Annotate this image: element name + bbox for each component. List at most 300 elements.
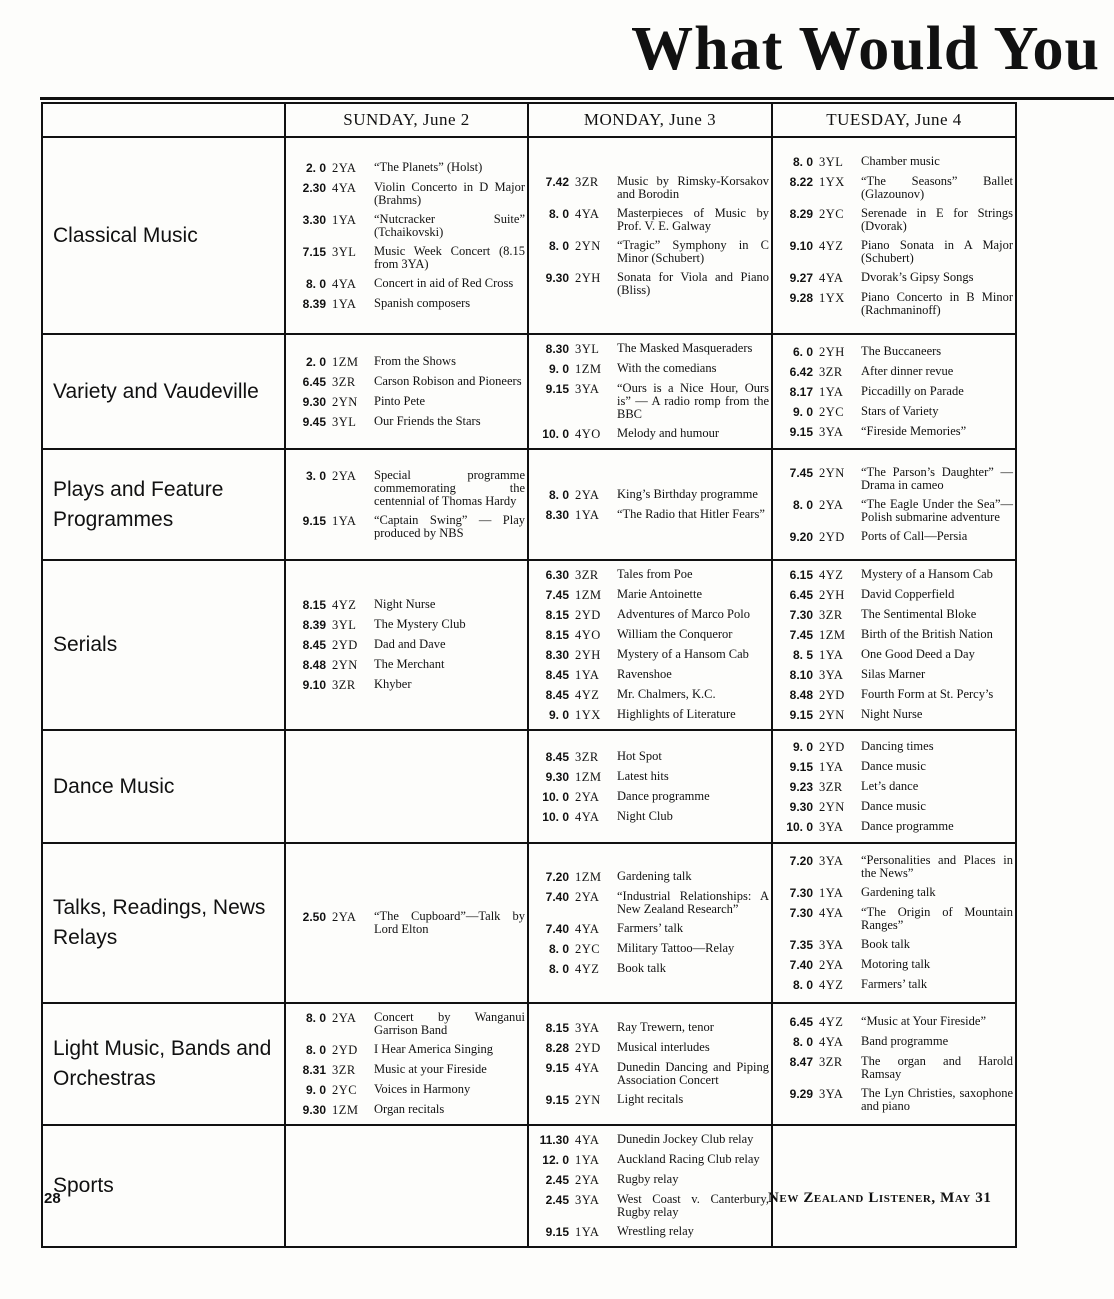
day-cell xyxy=(772,560,1016,730)
day-cell xyxy=(285,843,528,1003)
day-cell xyxy=(772,137,1016,334)
day-header-row xyxy=(42,103,1016,137)
program-title: Dance music xyxy=(861,798,926,813)
program-entry xyxy=(290,469,525,508)
program-entry xyxy=(533,588,769,602)
program-time: 8.15 xyxy=(302,598,326,612)
program-title: Band programme xyxy=(861,1034,949,1048)
program-title: Dance music xyxy=(861,758,926,773)
station-code: 2YD xyxy=(575,608,601,622)
program-title: “Captain Swing” — Play produced by NBS xyxy=(374,513,525,540)
program-title: “The Origin of Mountain Ranges” xyxy=(861,905,1013,932)
program-title: Night Nurse xyxy=(861,707,923,721)
station-code: 3ZR xyxy=(332,1063,356,1077)
program-title: Dance programme xyxy=(861,818,954,833)
program-time: 9.15 xyxy=(545,1093,569,1107)
program-time: 10. 0 xyxy=(542,789,569,804)
program-title: Light recitals xyxy=(617,1092,684,1106)
program-time: 9.45 xyxy=(302,414,326,429)
program-title: “Personalities and Places in the News” xyxy=(861,853,1013,880)
program-time: 8.39 xyxy=(302,296,326,311)
program-time: 8.31 xyxy=(302,1063,326,1077)
category-row xyxy=(42,1125,1016,1247)
program-entry xyxy=(533,870,769,884)
program-time: 9.10 xyxy=(302,678,326,692)
program-title: Night Club xyxy=(617,808,673,823)
station-code: 4YZ xyxy=(575,962,600,976)
program-time: 2.30 xyxy=(302,180,326,195)
program-time: 8. 0 xyxy=(548,206,569,221)
program-time: 8.10 xyxy=(789,668,813,682)
program-entry xyxy=(533,362,769,376)
program-entry xyxy=(290,415,525,429)
program-time: 8. 0 xyxy=(548,942,569,956)
day-cell xyxy=(772,730,1016,843)
program-title: Adventures of Marco Polo xyxy=(617,607,750,621)
program-entry xyxy=(533,488,769,502)
program-list xyxy=(533,867,769,979)
station-code: 3ZR xyxy=(575,174,599,189)
program-list xyxy=(533,172,769,300)
program-entry xyxy=(290,910,525,936)
day-cell xyxy=(772,843,1016,1003)
program-entry xyxy=(533,1093,769,1107)
program-time: 6. 0 xyxy=(792,344,813,359)
program-time: 6.45 xyxy=(302,374,326,389)
day-cell xyxy=(772,1003,1016,1125)
station-code: 4YA xyxy=(575,1133,600,1147)
program-list xyxy=(290,466,525,543)
station-code: 1YA xyxy=(332,514,357,528)
program-entry xyxy=(777,648,1013,662)
program-title: “Fireside Memories” xyxy=(861,423,967,438)
program-entry xyxy=(777,1015,1013,1029)
category-row xyxy=(42,137,1016,334)
station-code: 3ZR xyxy=(819,608,843,622)
program-time: 9.28 xyxy=(789,290,813,305)
station-code: 2YN xyxy=(575,1093,601,1107)
program-entry xyxy=(533,1193,769,1219)
program-time: 6.15 xyxy=(789,568,813,582)
station-code: 4YA xyxy=(332,180,357,195)
station-code: 3YA xyxy=(575,1193,600,1207)
program-time: 10. 0 xyxy=(542,809,569,824)
category-label: Light Music, Bands and Orchestras xyxy=(42,1003,285,1125)
program-entry xyxy=(290,598,525,612)
program-time: 8.30 xyxy=(545,342,569,356)
program-list xyxy=(290,595,525,695)
program-entry xyxy=(777,780,1013,794)
program-time: 8.48 xyxy=(302,658,326,672)
program-time: 9.27 xyxy=(789,270,813,285)
station-code: 2YC xyxy=(575,942,601,956)
day-cell xyxy=(285,1125,528,1247)
program-entry xyxy=(533,175,769,201)
program-title: David Copperfield xyxy=(861,587,955,601)
program-time: 2.45 xyxy=(545,1173,569,1187)
program-entry xyxy=(777,155,1013,169)
station-code: 3ZR xyxy=(819,779,843,794)
station-code: 2YH xyxy=(575,270,601,285)
program-time: 7.20 xyxy=(789,854,813,868)
program-entry xyxy=(533,648,769,662)
program-entry xyxy=(777,530,1013,544)
program-title: Birth of the British Nation xyxy=(861,627,993,641)
station-code: 3YL xyxy=(332,414,357,429)
program-time: 6.42 xyxy=(789,364,813,379)
program-entry xyxy=(290,395,525,409)
program-time: 7.40 xyxy=(545,922,569,936)
day-cell xyxy=(528,449,772,560)
category-label: Serials xyxy=(42,560,285,730)
day-cell xyxy=(285,334,528,449)
program-entry xyxy=(290,1103,525,1117)
program-entry xyxy=(533,382,769,421)
program-entry xyxy=(533,708,769,722)
program-entry xyxy=(533,668,769,682)
program-title: “The Radio that Hitler Fears” xyxy=(617,506,765,521)
program-time: 7.45 xyxy=(789,465,813,480)
program-title: Mystery of a Hansom Cab xyxy=(617,647,749,661)
program-time: 8.30 xyxy=(545,507,569,522)
program-time: 9.15 xyxy=(545,1225,569,1239)
program-title: Rugby relay xyxy=(617,1172,679,1186)
program-entry xyxy=(290,1011,525,1037)
program-time: 9.30 xyxy=(545,769,569,784)
program-title: “The Seasons” Ballet (Glazounov) xyxy=(861,173,1013,201)
station-code: 2YA xyxy=(819,497,844,512)
program-time: 8.30 xyxy=(545,648,569,662)
program-title: King’s Birthday programme xyxy=(617,486,758,501)
program-list xyxy=(533,565,769,725)
station-code: 1YA xyxy=(332,296,357,311)
program-time: 9.10 xyxy=(789,238,813,253)
program-time: 11.30 xyxy=(539,1133,569,1147)
program-time: 8.48 xyxy=(789,688,813,702)
program-time: 9.30 xyxy=(302,394,326,409)
program-title: Piccadilly on Parade xyxy=(861,383,964,398)
program-title: Piano Sonata in A Major (Schubert) xyxy=(861,237,1013,265)
station-code: 3YA xyxy=(819,819,844,834)
program-title: Special programme commemorating the centennial of Thomas Hardy xyxy=(374,468,525,508)
station-code: 2YH xyxy=(575,648,601,662)
program-title: “The Cupboard”—Talk by Lord Elton xyxy=(374,909,525,936)
program-time: 9.20 xyxy=(789,529,813,544)
program-time: 10. 0 xyxy=(786,819,813,834)
category-label: Sports xyxy=(42,1125,285,1247)
program-title: Ports of Call—Persia xyxy=(861,528,968,543)
category-row xyxy=(42,560,1016,730)
day-header-monday: MONDAY, June 3 xyxy=(528,103,772,137)
station-code: 1YA xyxy=(575,1153,600,1167)
program-time: 9.30 xyxy=(302,1103,326,1117)
program-entry xyxy=(290,181,525,207)
program-entry xyxy=(290,678,525,692)
program-title: West Coast v. Canterbury, Rugby relay xyxy=(617,1192,769,1219)
station-code: 2YC xyxy=(819,404,845,419)
day-cell xyxy=(528,843,772,1003)
program-list xyxy=(533,1018,769,1110)
station-code: 3ZR xyxy=(332,374,356,389)
program-entry xyxy=(290,638,525,652)
program-entry xyxy=(777,466,1013,492)
program-entry xyxy=(290,514,525,540)
program-title: Dad and Dave xyxy=(374,637,446,651)
page-number: 28 xyxy=(44,1190,61,1207)
station-code: 1YA xyxy=(819,648,844,662)
program-time: 7.45 xyxy=(789,628,813,642)
program-time: 7.40 xyxy=(545,890,569,904)
station-code: 2YA xyxy=(332,1011,357,1025)
station-code: 1ZM xyxy=(575,870,602,884)
program-title: “Industrial Relationships: A New Zealand Research” xyxy=(617,889,769,916)
program-entry xyxy=(533,342,769,356)
program-title: Motoring talk xyxy=(861,957,931,971)
station-code: 2YA xyxy=(575,487,600,502)
station-code: 4YA xyxy=(575,206,600,221)
station-code: 2YA xyxy=(332,160,357,175)
program-entry xyxy=(290,1083,525,1097)
station-code: 2YA xyxy=(575,1173,600,1187)
program-list xyxy=(777,1012,1013,1116)
station-code: 1YA xyxy=(575,1225,600,1239)
program-list xyxy=(533,1130,769,1242)
program-list xyxy=(533,485,769,525)
program-title: Masterpieces of Music by Prof. V. E. Galway xyxy=(617,205,769,233)
program-title: Stars of Variety xyxy=(861,403,939,418)
station-code: 4YZ xyxy=(332,598,357,612)
corner-cell xyxy=(42,103,285,137)
program-title: Music by Rimsky-Korsakov and Borodin xyxy=(617,173,769,201)
program-time: 7.20 xyxy=(545,870,569,884)
program-title: Farmers’ talk xyxy=(861,977,928,991)
station-code: 1YX xyxy=(819,290,845,305)
program-time: 8.29 xyxy=(789,206,813,221)
program-entry xyxy=(533,942,769,956)
station-code: 3YL xyxy=(332,618,357,632)
program-entry xyxy=(777,498,1013,524)
program-time: 7.30 xyxy=(789,608,813,622)
program-entry xyxy=(290,355,525,369)
program-entry xyxy=(777,958,1013,972)
category-label: Dance Music xyxy=(42,730,285,843)
station-code: 2YN xyxy=(332,658,358,672)
program-title: Music Week Concert (8.15 from 3YA) xyxy=(374,243,525,271)
category-row xyxy=(42,1003,1016,1125)
program-entry xyxy=(533,1173,769,1187)
program-list xyxy=(290,907,525,939)
program-time: 9.15 xyxy=(789,759,813,774)
program-title: Farmers’ talk xyxy=(617,921,684,935)
program-title: Violin Concerto in D Major (Brahms) xyxy=(374,179,525,207)
program-entry xyxy=(533,1225,769,1239)
program-list xyxy=(777,152,1013,320)
station-code: 3YL xyxy=(332,244,357,259)
day-header-tuesday: TUESDAY, June 4 xyxy=(772,103,1016,137)
day-cell xyxy=(528,730,772,843)
program-entry xyxy=(777,1035,1013,1049)
day-cell xyxy=(285,730,528,843)
station-code: 4YA xyxy=(819,270,844,285)
category-row xyxy=(42,449,1016,560)
station-code: 2YD xyxy=(575,1041,601,1055)
program-entry xyxy=(533,1041,769,1055)
station-code: 2YA xyxy=(332,469,357,483)
program-entry xyxy=(777,291,1013,317)
program-title: “The Eagle Under the Sea”—Polish submarine adventure xyxy=(861,496,1013,524)
program-title: Tales from Poe xyxy=(617,567,693,581)
program-title: Concert by Wanganui Garrison Band xyxy=(374,1010,525,1037)
program-time: 9.29 xyxy=(789,1087,813,1101)
program-entry xyxy=(777,760,1013,774)
station-code: 4YA xyxy=(575,809,600,824)
category-row xyxy=(42,730,1016,843)
program-entry xyxy=(290,245,525,271)
program-entry xyxy=(533,628,769,642)
station-code: 4YA xyxy=(575,1061,600,1075)
program-entry xyxy=(290,277,525,291)
station-code: 2YD xyxy=(332,1043,358,1057)
station-code: 2YN xyxy=(819,708,845,722)
program-entry xyxy=(777,886,1013,900)
station-code: 3ZR xyxy=(332,678,356,692)
program-list xyxy=(777,342,1013,442)
station-code: 2YA xyxy=(819,958,844,972)
program-entry xyxy=(290,375,525,389)
program-time: 8.45 xyxy=(302,638,326,652)
program-list xyxy=(777,851,1013,995)
program-title: Wrestling relay xyxy=(617,1224,694,1238)
program-time: 3.30 xyxy=(302,212,326,227)
station-code: 1ZM xyxy=(575,769,602,784)
program-entry xyxy=(533,688,769,702)
program-entry xyxy=(290,213,525,239)
program-title: The Lyn Christies, saxophone and piano xyxy=(861,1086,1013,1113)
program-title: Dvorak’s Gipsy Songs xyxy=(861,269,974,284)
day-cell xyxy=(772,449,1016,560)
program-time: 8.45 xyxy=(545,749,569,764)
program-title: Concert in aid of Red Cross xyxy=(374,275,514,290)
program-title: Carson Robison and Pioneers xyxy=(374,373,522,388)
program-time: 8. 0 xyxy=(548,962,569,976)
program-entry xyxy=(777,1055,1013,1081)
program-entry xyxy=(533,271,769,297)
program-entry xyxy=(777,854,1013,880)
program-entry xyxy=(533,1021,769,1035)
station-code: 3YL xyxy=(575,342,600,356)
day-cell xyxy=(772,1125,1016,1247)
station-code: 3YA xyxy=(819,938,844,952)
program-entry xyxy=(533,568,769,582)
station-code: 2YN xyxy=(819,799,845,814)
program-title: Music at your Fireside xyxy=(374,1062,487,1076)
station-code: 2YD xyxy=(332,638,358,652)
program-time: 7.40 xyxy=(789,958,813,972)
station-code: 1YX xyxy=(575,708,601,722)
station-code: 1ZM xyxy=(819,628,846,642)
station-code: 1YA xyxy=(332,212,357,227)
program-time: 8. 5 xyxy=(792,648,813,662)
station-code: 3YA xyxy=(819,668,844,682)
program-entry xyxy=(533,427,769,441)
program-time: 8. 0 xyxy=(548,238,569,253)
station-code: 1YA xyxy=(575,668,600,682)
program-time: 8. 0 xyxy=(305,1043,326,1057)
program-title: Voices in Harmony xyxy=(374,1082,471,1096)
program-time: 6.30 xyxy=(545,568,569,582)
station-code: 4YA xyxy=(819,906,844,920)
program-time: 2. 0 xyxy=(305,354,326,369)
program-entry xyxy=(777,345,1013,359)
station-code: 3ZR xyxy=(819,1055,843,1069)
program-entry xyxy=(777,668,1013,682)
program-entry xyxy=(533,608,769,622)
program-entry xyxy=(777,365,1013,379)
station-code: 3YL xyxy=(819,154,844,169)
program-title: Auckland Racing Club relay xyxy=(617,1152,760,1166)
station-code: 1ZM xyxy=(332,1103,359,1117)
station-code: 2YA xyxy=(332,910,357,924)
program-title: The Buccaneers xyxy=(861,343,942,358)
station-code: 2YC xyxy=(332,1083,358,1097)
program-title: Military Tattoo—Relay xyxy=(617,941,735,955)
program-title: I Hear America Singing xyxy=(374,1042,494,1056)
program-time: 9.15 xyxy=(789,424,813,439)
day-cell xyxy=(285,560,528,730)
station-code: 4YA xyxy=(575,922,600,936)
program-time: 2.50 xyxy=(302,910,326,924)
program-title: “Nutcracker Suite” (Tchaikovski) xyxy=(374,211,525,239)
program-time: 8.28 xyxy=(545,1041,569,1055)
day-header-sunday: SUNDAY, June 2 xyxy=(285,103,528,137)
program-title: Piano Concerto in B Minor (Rachmaninoff) xyxy=(861,289,1013,317)
program-title: Night Nurse xyxy=(374,597,436,611)
category-row xyxy=(42,843,1016,1003)
program-entry xyxy=(777,978,1013,992)
program-time: 2.45 xyxy=(545,1193,569,1207)
program-title: The Mystery Club xyxy=(374,617,466,631)
program-time: 9.23 xyxy=(789,779,813,794)
program-time: 7.45 xyxy=(545,588,569,602)
program-title: Dancing times xyxy=(861,738,934,753)
station-code: 1YX xyxy=(819,174,845,189)
program-list xyxy=(290,352,525,432)
program-time: 6.45 xyxy=(789,588,813,602)
station-code: 3YA xyxy=(819,854,844,868)
program-entry xyxy=(777,175,1013,201)
program-entry xyxy=(777,207,1013,233)
day-cell xyxy=(285,449,528,560)
program-time: 10. 0 xyxy=(542,427,569,441)
program-time: 9.15 xyxy=(302,514,326,528)
program-title: Pinto Pete xyxy=(374,393,426,408)
program-time: 9.30 xyxy=(789,799,813,814)
program-time: 8.15 xyxy=(545,1021,569,1035)
category-row xyxy=(42,334,1016,449)
program-entry xyxy=(777,271,1013,285)
station-code: 1YA xyxy=(819,384,844,399)
program-entry xyxy=(777,239,1013,265)
program-title: William the Conqueror xyxy=(617,627,733,641)
station-code: 2YA xyxy=(575,890,600,904)
station-code: 2YD xyxy=(819,688,845,702)
program-title: The organ and Harold Ramsay xyxy=(861,1054,1013,1081)
program-time: 8. 0 xyxy=(305,276,326,291)
program-time: 3. 0 xyxy=(305,469,326,483)
program-entry xyxy=(777,708,1013,722)
program-time: 9. 0 xyxy=(792,739,813,754)
station-code: 2YD xyxy=(819,529,845,544)
